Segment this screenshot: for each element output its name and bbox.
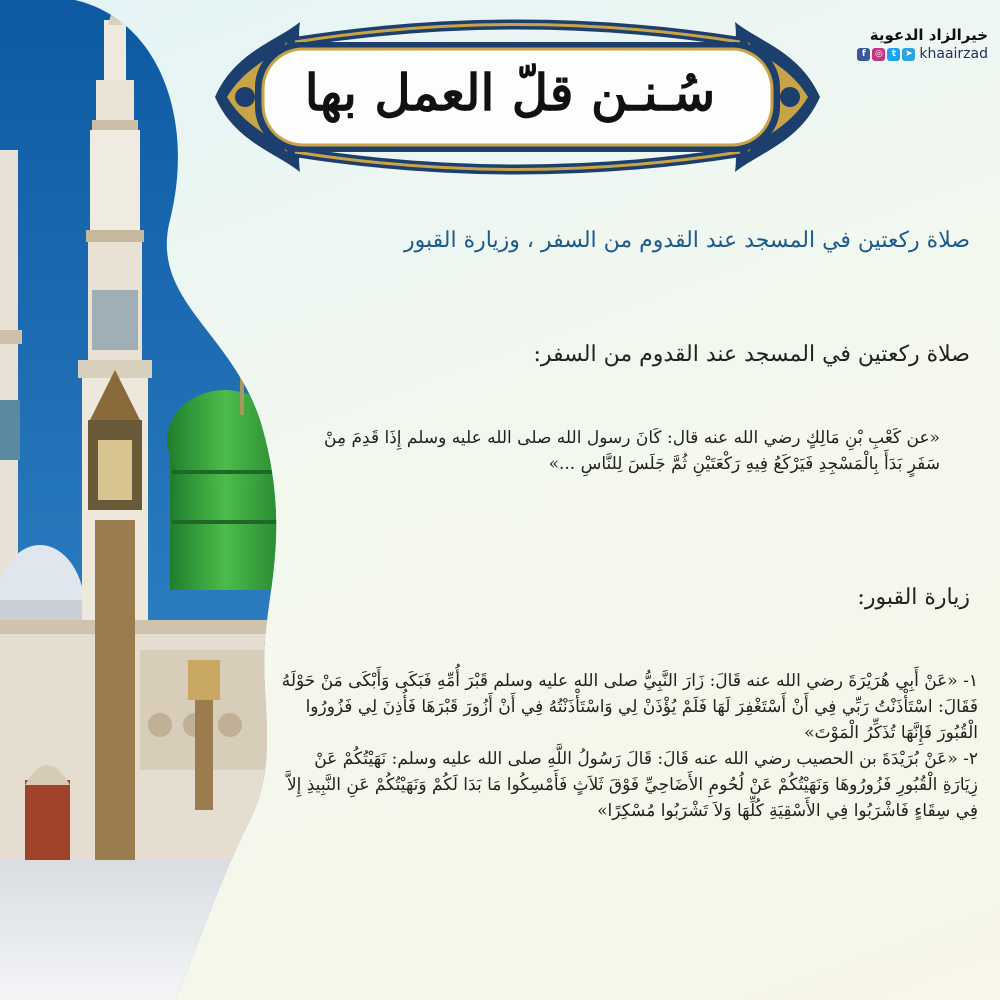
brand-handle: khaairzad — [919, 46, 988, 62]
section-heading-visiting-graves: زيارة القبور: — [857, 585, 970, 610]
hadith-item: ٢- «عَنْ بُرَيْدَةَ بن الحصيب رضي الله عنه قَالَ: قَالَ رَسُولُ اللَّهِ صلى الله عليه وسلم: نَهَيْتُكُمْ عَنْ زِيَارَةِ الْقُبُورِ فَزُورُوهَا وَنَهَيْتُكُمْ عَنْ لُحُومِ الأَضَاحِيِّ فَوْقَ ثَلاَثٍ فَأَمْسِكُوا مَا بَدَا لَكُمْ وَنَهَيْتُكُمْ عَنِ النَّبِيذِ إِلاَّ فِي سِقَاءٍ فَاشْرَبُوا فِي الأَسْقِيَةِ كُلِّهَا وَلاَ تَشْرَبُوا مُسْكِرًا» — [286, 749, 978, 821]
twitter-icon[interactable]: t — [887, 48, 900, 61]
facebook-icon[interactable]: f — [857, 48, 870, 61]
social-links — [857, 46, 988, 62]
section-heading-travel-prayer: صلاة ركعتين في المسجد عند القدوم من السفر: — [533, 342, 970, 367]
hadith-item: ١- «عَنْ أَبِي هُرَيْرَةَ رضي الله عنه قَالَ: زَارَ النَّبِيُّ صلى الله عليه وسلم قَبْرَ أُمِّهِ فَبَكَى وَأَبْكَى مَنْ حَوْلَهُ فَقَالَ: اسْتَأْذَنْتُ رَبِّي فِي أَنْ أَسْتَغْفِرَ لَهَا فَلَمْ يُؤْذَنْ لِي وَاسْتَأْذَنْتُهُ فِي أَنْ أَزُورَ قَبْرَهَا فَأُذِنَ لِي فَزُورُوا الْقُبُورَ فَإِنَّهَا تُذَكِّرُ الْمَوْتَ» — [281, 671, 978, 743]
page-title: سُـنـن قلّ العمل بها — [304, 62, 716, 122]
hadith-text: «عن كَعْبِ بْنِ مَالِكٍ رضي الله عنه قال: كَانَ رسول الله صلى الله عليه وسلم إِذَا قَدِمَ مِنْ سَفَرٍ بَدَأَ بِالْمَسْجِدِ فَيَرْكَعُ فِيهِ رَكْعَتَيْنِ ثُمَّ جَلَسَ لِلنَّاسِ ...» — [324, 428, 940, 474]
telegram-icon[interactable]: ➤ — [902, 48, 915, 61]
brand — [857, 26, 988, 62]
hadith-list — [278, 668, 978, 824]
instagram-icon[interactable]: ◎ — [872, 48, 885, 61]
brand-name: خيرالزاد الدعوية — [869, 26, 988, 44]
subtitle: صلاة ركعتين في المسجد عند القدوم من السفر ، وزيارة القبور — [404, 228, 970, 253]
